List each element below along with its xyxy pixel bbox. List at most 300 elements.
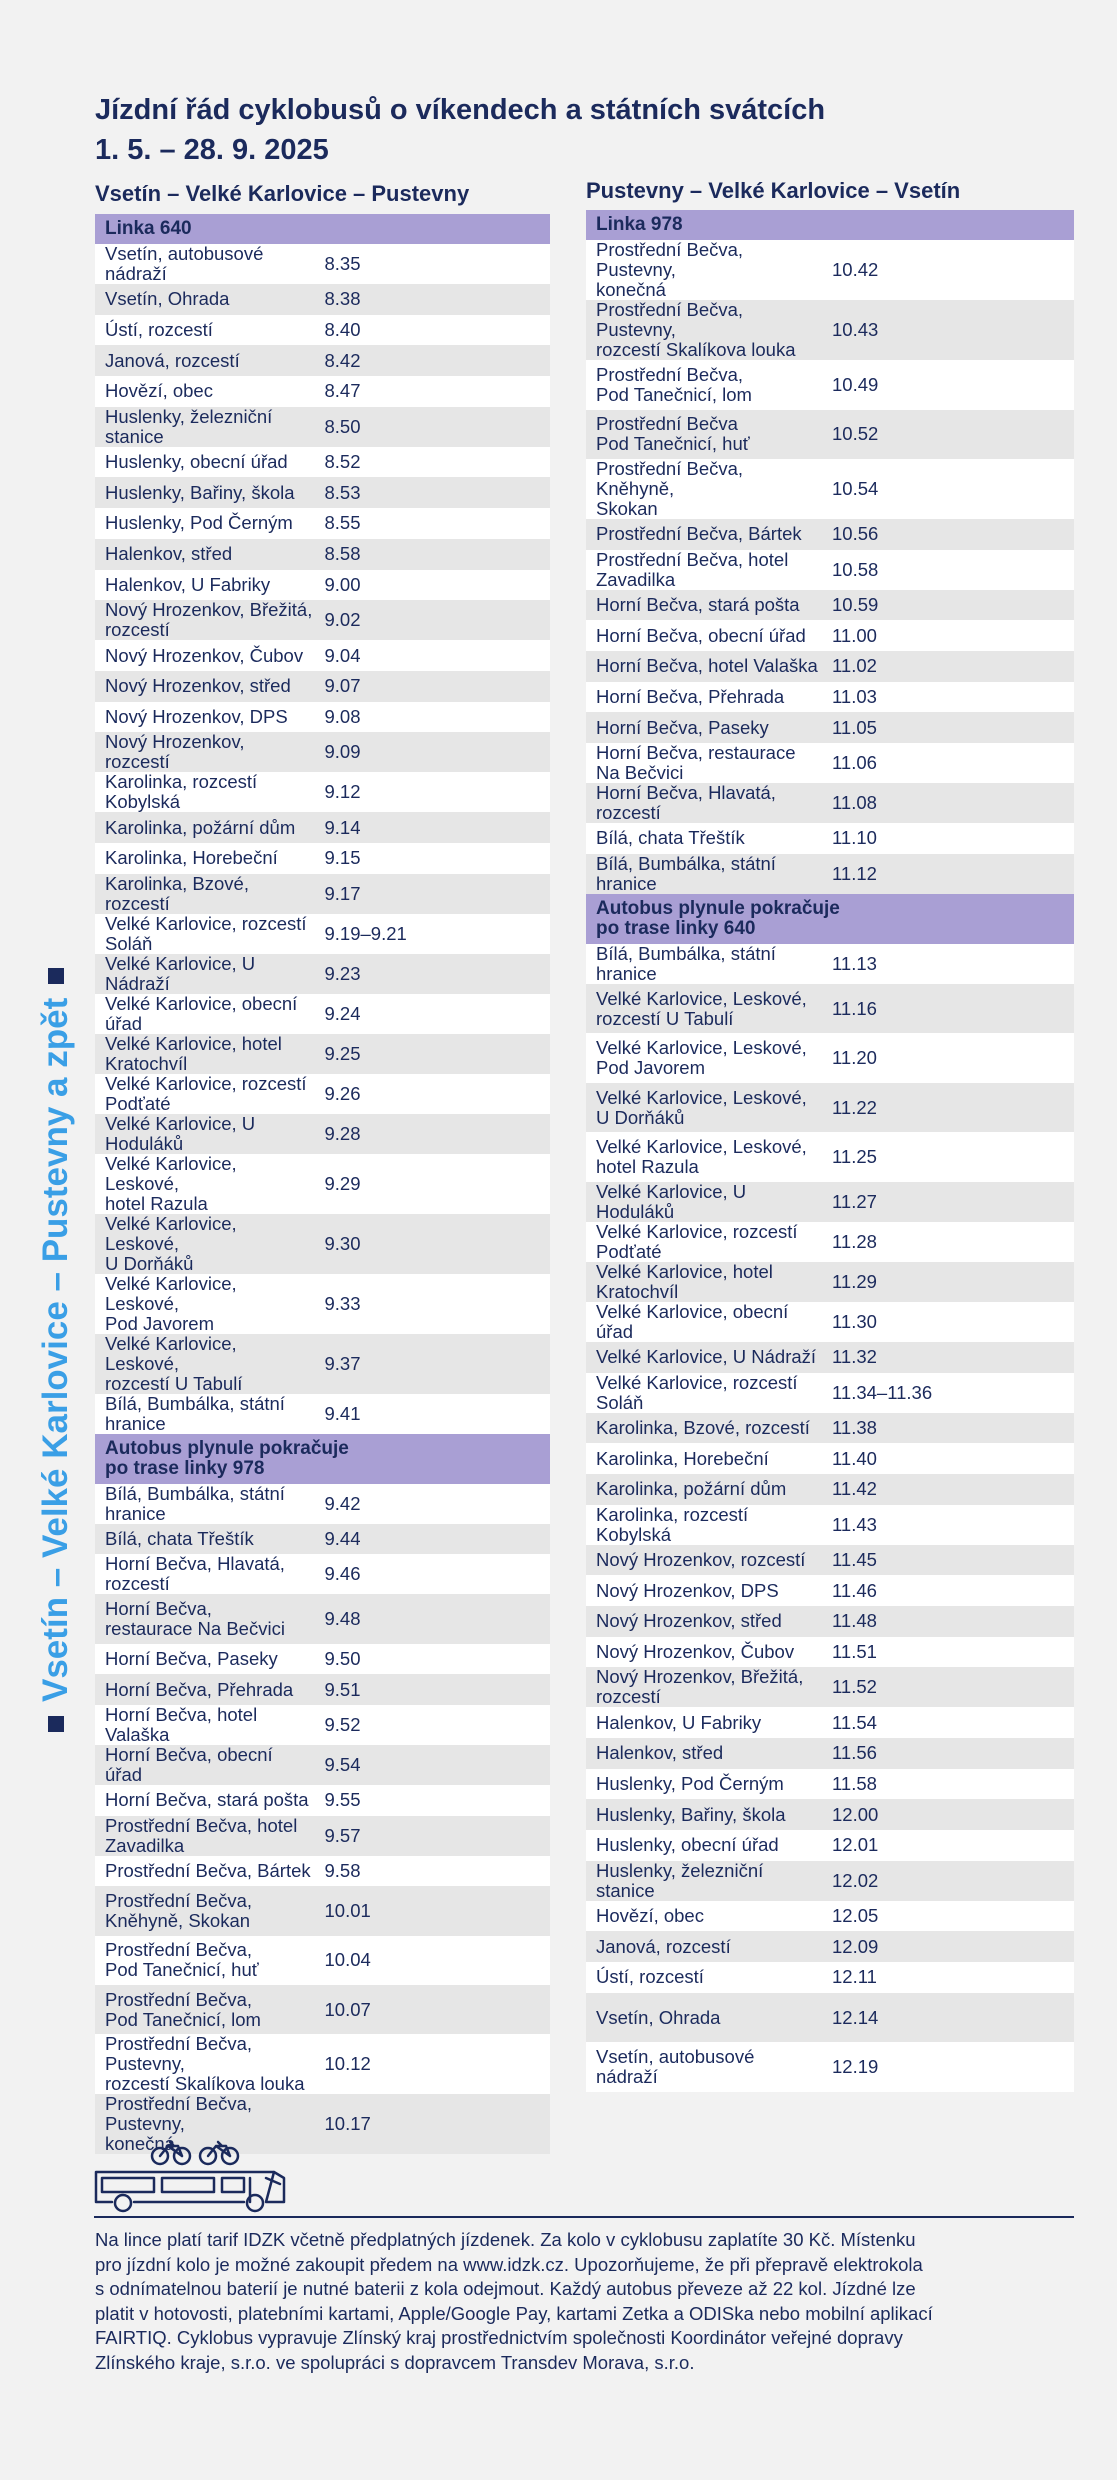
stop-name-line: Karolinka, Bzové, rozcestí — [105, 872, 249, 914]
departure-time: 9.24 — [324, 1002, 361, 1024]
departure-time: 11.00 — [832, 624, 877, 646]
departure-time: 9.02 — [324, 609, 361, 631]
stop-name — [95, 640, 323, 671]
stop-name-line: Nový Hrozenkov, rozcestí — [596, 1548, 806, 1570]
timetable-row — [95, 407, 550, 447]
stop-name-line: Prostřední Bečva, Pustevny, — [105, 2093, 253, 2135]
stop-name-line: Prostřední Bečva, — [105, 1988, 253, 2010]
timetable-row — [586, 519, 1074, 550]
departure-time: 9.14 — [324, 816, 361, 838]
timetable-row — [95, 570, 550, 601]
stop-name-line: Horní Bečva, Hlavatá, rozcestí — [596, 782, 776, 824]
timetable-row — [95, 1154, 550, 1214]
vertical-caption-text: Vsetín – Velké Karlovice – Pustevny a zpět — [36, 997, 75, 1702]
stop-name — [95, 477, 323, 508]
departure-time: 8.50 — [324, 415, 361, 437]
timetable-row — [586, 1182, 1074, 1222]
stop-name — [586, 783, 830, 823]
footer-line: pro jízdní kolo je možné zakoupit předem na www.idzk.cz. Upozorňujeme, že při přepravě elektrokola — [95, 2253, 923, 2275]
stop-name — [586, 1901, 830, 1932]
departure-time: 11.20 — [832, 1047, 877, 1069]
timetable-row — [95, 284, 550, 315]
stop-name-line: Huslenky, obecní úřad — [105, 451, 288, 473]
stop-name-line: Velké Karlovice, Leskové, — [105, 1212, 237, 1254]
stop-name — [95, 1524, 323, 1555]
timetable-row — [586, 1474, 1074, 1505]
stop-name — [95, 954, 323, 994]
departure-time: 12.01 — [832, 1834, 879, 1856]
stop-name — [95, 1334, 323, 1394]
stop-name — [586, 712, 830, 743]
outbound-timetable — [95, 176, 550, 2154]
stop-name — [586, 240, 830, 300]
departure-time: 9.23 — [324, 962, 361, 984]
section-header — [586, 210, 1074, 240]
departure-time: 11.34–11.36 — [832, 1381, 933, 1403]
departure-time: 9.28 — [324, 1122, 361, 1144]
stop-name — [586, 1182, 830, 1222]
departure-time: 9.00 — [324, 573, 361, 595]
section-header — [586, 894, 1074, 944]
timetable-row — [586, 712, 1074, 743]
departure-time: 9.33 — [324, 1292, 361, 1314]
stop-name — [586, 1443, 830, 1474]
stop-name-line: Velké Karlovice, U Nádraží — [596, 1346, 817, 1368]
stop-name-line: Velké Karlovice, Leskové, — [596, 1136, 807, 1158]
stop-name-line: Hovězí, obec — [105, 380, 213, 402]
departure-time: 11.28 — [832, 1230, 877, 1252]
title-line-2: 1. 5. – 28. 9. 2025 — [95, 134, 329, 166]
stop-name — [95, 1705, 323, 1745]
stop-name-line: Huslenky, železniční stanice — [105, 405, 273, 447]
stop-name-line: Huslenky, železniční stanice — [596, 1859, 764, 1901]
stop-name-line: Karolinka, rozcestí Kobylská — [105, 771, 258, 813]
stop-name-line: Velké Karlovice, hotel Kratochvíl — [105, 1032, 282, 1074]
stop-name-line: Huslenky, Bařiny, škola — [105, 481, 295, 503]
timetable-row — [586, 854, 1074, 894]
stop-name-line: Velké Karlovice, U Hoduláků — [105, 1112, 256, 1154]
stop-name — [95, 1785, 323, 1816]
timetable-row — [586, 1931, 1074, 1962]
timetable-row — [95, 1334, 550, 1394]
departure-time: 9.42 — [324, 1492, 361, 1514]
stop-name-line: Ústí, rozcestí — [105, 319, 213, 341]
stop-name-line: Pod Javorem — [105, 1312, 214, 1334]
timetable-row — [586, 590, 1074, 621]
stop-name-line: rozcestí Skalíkova louka — [596, 339, 796, 360]
departure-time: 9.19–9.21 — [324, 922, 407, 944]
stop-name-line: Janová, rozcestí — [105, 349, 240, 371]
timetable-row — [95, 376, 550, 407]
timetable-row — [95, 812, 550, 843]
timetable-row — [95, 772, 550, 812]
stop-name — [95, 1936, 323, 1985]
timetable-row — [95, 1705, 550, 1745]
timetable-row — [95, 539, 550, 570]
departure-time: 9.37 — [324, 1352, 361, 1374]
timetable-row — [95, 843, 550, 874]
stop-name-line: Velké Karlovice, Leskové, — [596, 987, 807, 1009]
stop-name-line: Bílá, chata Třeštík — [105, 1527, 254, 1549]
timetable-row — [95, 874, 550, 914]
timetable-row — [95, 447, 550, 478]
stop-name — [586, 1083, 830, 1133]
departure-time: 9.41 — [324, 1402, 361, 1424]
stop-name — [586, 590, 830, 621]
departure-time: 11.25 — [832, 1146, 877, 1168]
departure-time: 9.08 — [324, 705, 361, 727]
section-header-line: po trase linky 978 — [105, 1457, 265, 1479]
footer-line: Na lince platí tarif IDZK včetně předplatných jízdenek. Za kolo v cyklobusu zaplatíte 30 Kč. Místenku — [95, 2229, 916, 2250]
timetable-row — [586, 300, 1074, 360]
timetable-row — [586, 2042, 1074, 2092]
timetable-row — [586, 823, 1074, 854]
section-header-line: Autobus plynule pokračuje — [596, 897, 840, 919]
stop-name-line: Kněhyně, Skokan — [105, 1910, 251, 1931]
timetable-row — [95, 640, 550, 671]
stop-name-line: Huslenky, Bařiny, škola — [596, 1803, 786, 1825]
stop-name — [586, 1033, 830, 1083]
departure-time: 9.07 — [324, 675, 361, 697]
stop-name — [95, 1674, 323, 1705]
stop-name-line: Velké Karlovice, rozcestí Podťaté — [105, 1072, 307, 1114]
timetable-row — [95, 244, 550, 284]
timetable-row — [586, 1575, 1074, 1606]
timetable-row — [95, 1214, 550, 1274]
departure-time: 11.46 — [832, 1579, 877, 1601]
stop-name-line: Nový Hrozenkov, DPS — [105, 705, 288, 727]
stop-name-line: Horní Bečva, obecní úřad — [105, 1743, 273, 1785]
stop-name-line: Horní Bečva, Paseky — [105, 1647, 278, 1669]
departure-time: 8.42 — [324, 349, 361, 371]
stop-name — [95, 994, 323, 1034]
stop-name — [95, 1484, 323, 1524]
stop-name-line: Horní Bečva, stará pošta — [105, 1789, 309, 1811]
stop-name — [95, 1985, 323, 2034]
stop-name — [586, 300, 830, 360]
return-table — [586, 210, 1074, 2092]
departure-time: 11.30 — [832, 1310, 877, 1332]
timetable-row — [95, 1856, 550, 1887]
stop-name — [95, 508, 323, 539]
timetable-row — [95, 1674, 550, 1705]
timetable-row — [95, 600, 550, 640]
stop-name — [586, 1931, 830, 1962]
stop-name-line: Nový Hrozenkov, Břežitá, rozcestí — [596, 1666, 804, 1708]
square-bullet-icon — [48, 1716, 64, 1732]
return-heading: Pustevny – Velké Karlovice – Vsetín — [586, 178, 961, 203]
timetable-row — [586, 984, 1074, 1034]
departure-time: 10.17 — [324, 2113, 371, 2135]
stop-name — [586, 1474, 830, 1505]
departure-time: 9.04 — [324, 644, 361, 666]
stop-name-line: Vsetín, autobusové nádraží — [105, 243, 264, 284]
section-header-label — [586, 894, 1074, 944]
stop-name — [95, 914, 323, 954]
stop-name — [95, 772, 323, 812]
stop-name-line: rozcestí U Tabulí — [105, 1372, 243, 1394]
stop-name-line: Prostřední Bečva, Pustevny, — [105, 2033, 253, 2075]
timetable-row — [586, 783, 1074, 823]
departure-time: 11.45 — [832, 1548, 877, 1570]
stop-name — [95, 1154, 323, 1214]
footer-note — [95, 2228, 1075, 2375]
stop-name — [586, 1575, 830, 1606]
stop-name — [95, 376, 323, 407]
section-header-line: Linka 978 — [596, 214, 683, 235]
stop-name-line: Karolinka, Horebeční — [105, 847, 278, 869]
stop-name-line: Ústí, rozcestí — [596, 1966, 704, 1988]
stop-name-line: Skokan — [596, 498, 658, 519]
departure-time: 11.27 — [832, 1190, 877, 1212]
stop-name-line: Velké Karlovice, U Hoduláků — [596, 1180, 747, 1222]
departure-time: 10.07 — [324, 1998, 371, 2020]
timetable-row — [95, 1985, 550, 2034]
timetable-row — [95, 1074, 550, 1114]
timetable-row — [586, 1033, 1074, 1083]
stop-name — [586, 620, 830, 651]
timetable-row — [95, 1524, 550, 1555]
timetable-row — [586, 1993, 1074, 2043]
stop-name — [95, 1594, 323, 1643]
stop-name — [586, 1545, 830, 1576]
stop-name — [586, 651, 830, 682]
timetable-row — [95, 1936, 550, 1985]
departure-time: 10.52 — [832, 423, 879, 445]
timetable-row — [586, 550, 1074, 590]
stop-name — [95, 702, 323, 733]
stop-name — [586, 459, 830, 519]
departure-time: 9.58 — [324, 1860, 361, 1882]
stop-name — [95, 570, 323, 601]
stop-name-line: Horní Bečva, stará pošta — [596, 594, 800, 616]
stop-name — [586, 682, 830, 713]
stop-name-line: Prostřední Bečva, Pustevny, — [596, 239, 744, 280]
stop-name-line: Prostřední Bečva, hotel Zavadilka — [105, 1814, 298, 1856]
departure-time: 8.55 — [324, 512, 361, 534]
timetable-row — [586, 1443, 1074, 1474]
departure-time: 12.14 — [832, 2006, 879, 2028]
outbound-heading: Vsetín – Velké Karlovice – Pustevny — [95, 181, 470, 206]
departure-time: 11.16 — [832, 997, 877, 1019]
stop-name-line: Karolinka, požární dům — [596, 1478, 787, 1500]
stop-name-line: konečná — [596, 279, 666, 300]
departure-time: 10.43 — [832, 319, 879, 340]
stop-name-line: Prostřední Bečva, — [105, 1890, 253, 1911]
stop-name — [95, 874, 323, 914]
stop-name — [95, 812, 323, 843]
stop-name-line: Nový Hrozenkov, DPS — [596, 1579, 779, 1601]
footer-line: s odnímatelnou baterií je nutné baterii z kola odejmout. Každý autobus převeze až 22 kol. Jízdné lze — [95, 2278, 916, 2299]
stop-name-line: Nový Hrozenkov, Čubov — [596, 1640, 795, 1662]
timetable-row — [586, 1637, 1074, 1668]
departure-time: 9.52 — [324, 1713, 361, 1735]
timetable-row — [95, 994, 550, 1034]
timetable-row — [586, 459, 1074, 519]
stop-name — [95, 1644, 323, 1675]
timetable-row — [95, 508, 550, 539]
departure-time: 10.01 — [324, 1900, 371, 1921]
timetable-row — [586, 1830, 1074, 1861]
stop-name-line: Velké Karlovice, Leskové, — [596, 1037, 807, 1059]
bus-with-bikes-icon — [94, 2136, 294, 2216]
stop-name — [95, 315, 323, 346]
stop-name-line: restaurace Na Bečvici — [105, 1617, 285, 1639]
timetable-row — [95, 477, 550, 508]
stop-name — [95, 1394, 323, 1434]
stop-name — [586, 1637, 830, 1668]
departure-time: 9.51 — [324, 1678, 361, 1700]
stop-name-line: Horní Bečva, hotel Valaška — [105, 1703, 258, 1745]
stop-name-line: Velké Karlovice, obecní úřad — [596, 1300, 789, 1342]
stop-name-line: hotel Razula — [596, 1156, 699, 1178]
stop-name-line: Prostřední Bečva, Kněhyně, — [596, 458, 744, 499]
stop-name-line: Halenkov, U Fabriky — [596, 1711, 762, 1733]
stop-name — [95, 843, 323, 874]
timetable-row — [586, 1738, 1074, 1769]
departure-time: 9.57 — [324, 1824, 361, 1846]
stop-name — [95, 1214, 323, 1274]
stop-name-line: konečná — [105, 2133, 175, 2155]
return-timetable — [586, 176, 1074, 2092]
stop-name — [95, 600, 323, 640]
stop-name-line: Halenkov, U Fabriky — [105, 573, 271, 595]
stop-name — [586, 1707, 830, 1738]
timetable-row — [95, 1394, 550, 1434]
stop-name — [586, 1769, 830, 1800]
stop-name-line: Prostřední Bečva, Bártek — [105, 1860, 311, 1882]
stop-name — [95, 407, 323, 447]
section-header-label — [586, 210, 1074, 240]
stop-name-line: Nový Hrozenkov, střed — [596, 1610, 782, 1632]
stop-name — [586, 944, 830, 984]
stop-name-line: Horní Bečva, restaurace Na Bečvici — [596, 742, 796, 784]
stop-name-line: Bílá, Bumbálka, státní hranice — [105, 1482, 285, 1524]
stop-name — [586, 1222, 830, 1262]
departure-time: 9.50 — [324, 1647, 361, 1669]
stop-name — [586, 550, 830, 590]
stop-name-line: Karolinka, Bzové, rozcestí — [596, 1416, 810, 1438]
stop-name — [586, 823, 830, 854]
timetable-row — [95, 1114, 550, 1154]
departure-time: 9.46 — [324, 1563, 361, 1585]
timetable-row — [586, 1342, 1074, 1373]
stop-name-line: Bílá, Bumbálka, státní hranice — [596, 942, 776, 984]
departure-time: 11.13 — [832, 952, 877, 974]
stop-name-line: Nový Hrozenkov, střed — [105, 675, 291, 697]
stop-name-line: Horní Bečva, Hlavatá, rozcestí — [105, 1553, 285, 1595]
timetable-row — [586, 944, 1074, 984]
departure-time: 12.09 — [832, 1935, 879, 1957]
stop-name — [95, 1554, 323, 1594]
stop-name — [95, 1886, 323, 1935]
stop-name — [586, 1302, 830, 1342]
stop-name-line: Halenkov, střed — [105, 543, 233, 565]
timetable-row — [586, 1262, 1074, 1302]
departure-time: 11.06 — [832, 752, 877, 774]
stop-name — [586, 1413, 830, 1444]
stop-name-line: Prostřední Bečva, Pustevny, — [596, 299, 744, 340]
page-title — [95, 90, 1075, 170]
stop-name — [95, 345, 323, 376]
departure-time: 8.47 — [324, 380, 361, 402]
timetable-row — [586, 240, 1074, 300]
stop-name-line: Horní Bečva, — [105, 1597, 212, 1619]
stop-name-line: Prostřední Bečva, — [105, 1939, 253, 1961]
stop-name-line: rozcestí U Tabulí — [596, 1007, 734, 1029]
departure-time: 9.30 — [324, 1232, 361, 1254]
section-header-line: Autobus plynule pokračuje — [105, 1437, 349, 1459]
stop-name-line: Pod Tanečnicí, lom — [596, 383, 752, 405]
stop-name — [586, 1861, 830, 1901]
stop-name — [586, 2042, 830, 2092]
stop-name-line: Velké Karlovice, rozcestí Podťaté — [596, 1220, 798, 1262]
departure-time: 11.03 — [832, 686, 877, 708]
stop-name — [586, 743, 830, 783]
stop-name-line: Velké Karlovice, Leskové, — [105, 1332, 237, 1374]
stop-name — [95, 1074, 323, 1114]
title-line-1: Jízdní řád cyklobusů o víkendech a státních svátcích — [95, 94, 826, 126]
departure-time: 9.17 — [324, 882, 361, 904]
departure-time: 11.02 — [832, 655, 877, 677]
stop-name-line: Vsetín, Ohrada — [596, 2006, 721, 2028]
timetable-row — [95, 1484, 550, 1524]
departure-time: 11.12 — [832, 862, 877, 884]
departure-time: 8.53 — [324, 481, 361, 503]
departure-time: 11.29 — [832, 1270, 877, 1292]
vertical-caption — [36, 832, 76, 1732]
stop-name-line: Huslenky, obecní úřad — [596, 1834, 779, 1856]
footer-line: FAIRTIQ. Cyklobus vypravuje Zlínský kraj prostřednictvím společnosti Koordinátor veřejné dopravy — [95, 2327, 903, 2348]
departure-time: 8.58 — [324, 543, 361, 565]
stop-name — [95, 1034, 323, 1074]
stop-name — [586, 519, 830, 550]
stop-name-line: Prostřední Bečva, — [596, 363, 744, 385]
stop-name-line: Vsetín, Ohrada — [105, 288, 230, 310]
stop-name-line: Bílá, Bumbálka, státní hranice — [105, 1392, 285, 1434]
footer-line: platit v hotovosti, platebními kartami, Apple/Google Pay, kartami Zetka a ODISka nebo mobilní aplikací — [95, 2302, 933, 2324]
timetable-row — [586, 1302, 1074, 1342]
timetable-row — [95, 671, 550, 702]
stop-name-line: Velké Karlovice, rozcestí Soláň — [105, 912, 307, 954]
stop-name — [586, 360, 830, 410]
departure-time: 11.40 — [832, 1447, 877, 1469]
section-header — [95, 214, 550, 244]
departure-time: 9.29 — [324, 1172, 361, 1194]
stop-name — [95, 1274, 323, 1334]
departure-time: 10.49 — [832, 373, 879, 395]
timetable-row — [586, 1799, 1074, 1830]
stop-name-line: Horní Bečva, Paseky — [596, 716, 769, 738]
timetable-row — [586, 620, 1074, 651]
stop-name — [586, 1262, 830, 1302]
departure-time: 8.52 — [324, 451, 361, 473]
stop-name-line: Pod Tanečnicí, huť — [596, 433, 750, 455]
stop-name-line: Hovězí, obec — [596, 1905, 704, 1927]
departure-time: 9.55 — [324, 1789, 361, 1811]
timetable-row — [586, 1769, 1074, 1800]
stop-name-line: Pod Javorem — [596, 1057, 705, 1079]
stop-name — [586, 1505, 830, 1545]
departure-time: 9.09 — [324, 741, 361, 763]
stop-name-line: Horní Bečva, obecní úřad — [596, 624, 806, 646]
stop-name-line: Velké Karlovice, hotel Kratochvíl — [596, 1260, 773, 1302]
stop-name — [586, 1962, 830, 1993]
stop-name-line: Horní Bečva, Přehrada — [105, 1678, 294, 1700]
departure-time: 11.51 — [832, 1640, 877, 1662]
timetable-row — [586, 1132, 1074, 1182]
stop-name-line: Prostřední Bečva — [596, 413, 738, 435]
